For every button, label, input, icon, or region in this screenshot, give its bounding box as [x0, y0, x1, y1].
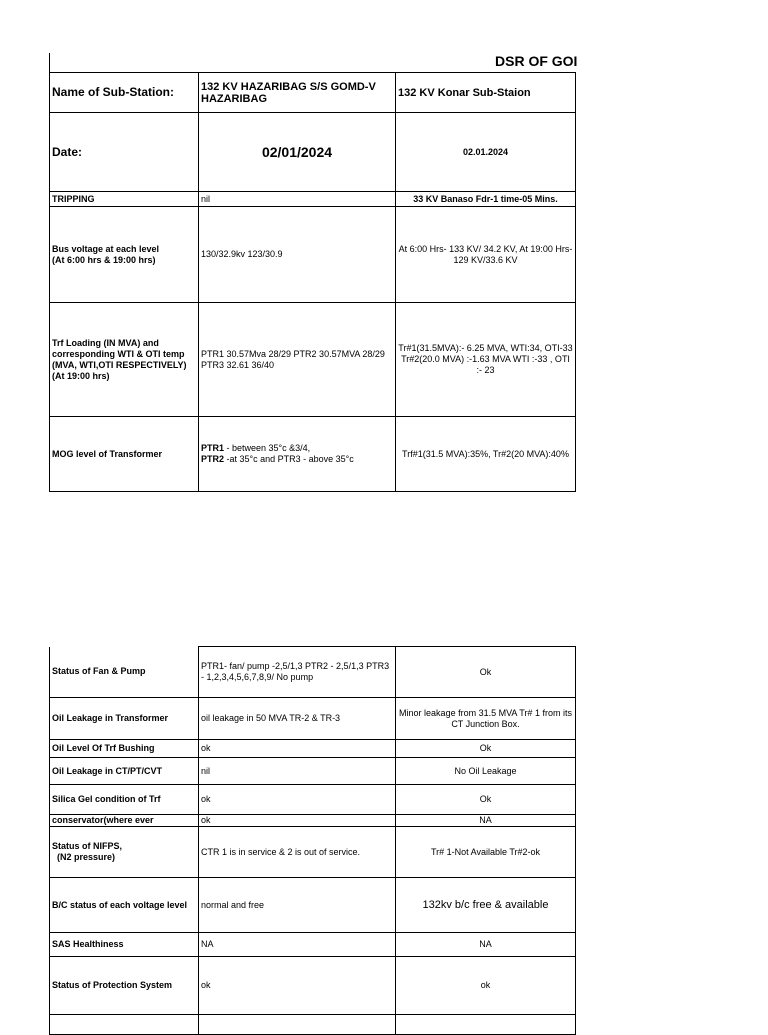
station-1-value: ok: [199, 785, 396, 815]
station-2-value: Ok: [396, 785, 576, 815]
table-row: [50, 647, 576, 698]
summary-table: [49, 72, 576, 492]
status-table: [49, 646, 576, 1035]
station-1-value: NA: [199, 933, 396, 957]
station-1-value: PTR1 30.57Mva 28/29 PTR2 30.57MVA 28/29 PTR3 32.61 36/40: [199, 303, 396, 417]
station-2-value: [396, 1015, 576, 1035]
table-row: [50, 815, 576, 827]
table-row: [50, 1015, 576, 1035]
top-left-border: [49, 53, 50, 73]
row-label: SAS Healthiness: [50, 933, 199, 957]
ptr1-label: PTR1: [201, 443, 225, 453]
date-value-1: 02/01/2024: [199, 113, 396, 192]
station-label: Name of Sub-Station:: [50, 73, 199, 113]
table-row: [50, 827, 576, 878]
station-row: [50, 73, 576, 113]
table-row: [50, 785, 576, 815]
station-1-value: ok: [199, 815, 396, 827]
station-1-value: 130/32.9kv 123/30.9: [199, 207, 396, 303]
station-2-value: 132kv b/c free & available: [396, 878, 576, 933]
date-row: [50, 113, 576, 192]
station-2-value: NA: [396, 815, 576, 827]
table-row: [50, 417, 576, 492]
row-label: Trf Loading (IN MVA) and corresponding WTI & OTI temp (MVA, WTI,OTI RESPECTIVELY) (At 19:00 hrs): [50, 303, 199, 417]
ptr2-label: PTR2: [201, 454, 225, 464]
row-label: Silica Gel condition of Trf: [50, 785, 199, 815]
row-label: Status of NIFPS, (N2 pressure): [50, 827, 199, 878]
row-label: B/C status of each voltage level: [50, 878, 199, 933]
table-row: [50, 192, 576, 207]
row-label: Oil Leakage in CT/PT/CVT: [50, 758, 199, 785]
row-label: Status of Fan & Pump: [50, 647, 199, 698]
ptr1-text: - between 35°c &3/4,: [224, 443, 311, 453]
station-2-value: At 6:00 Hrs- 133 KV/ 34.2 KV, At 19:00 Hrs- 129 KV/33.6 KV: [396, 207, 576, 303]
station-1-value: ok: [199, 740, 396, 758]
row-label: [50, 1015, 199, 1035]
row-label: Oil Level Of Trf Bushing: [50, 740, 199, 758]
date-label: Date:: [50, 113, 199, 192]
station-1-value: PTR1- fan/ pump -2,5/1,3 PTR2 - 2,5/1,3 PTR3 - 1,2,3,4,5,6,7,8,9/ No pump: [199, 647, 396, 698]
station-2-value: Tr# 1-Not Available Tr#2-ok: [396, 827, 576, 878]
table-row: [50, 933, 576, 957]
table-row: [50, 740, 576, 758]
table-row: [50, 207, 576, 303]
row-label: MOG level of Transformer: [50, 417, 199, 492]
station-1-value: nil: [199, 192, 396, 207]
station-2-value: No Oil Leakage: [396, 758, 576, 785]
table-row: [50, 303, 576, 417]
table-row: [50, 957, 576, 1015]
station-2-value: NA: [396, 933, 576, 957]
station-2-value: Minor leakage from 31.5 MVA Tr# 1 from its CT Junction Box.: [396, 698, 576, 740]
station-2-value: 33 KV Banaso Fdr-1 time-05 Mins.: [396, 192, 576, 207]
station-2-value: Ok: [396, 647, 576, 698]
report-title: DSR OF GOI: [495, 53, 578, 69]
row-label: Bus voltage at each level (At 6:00 hrs & 19:00 hrs): [50, 207, 199, 303]
station-2-value: ok: [396, 957, 576, 1015]
row-label: Oil Leakage in Transformer: [50, 698, 199, 740]
station-1-value: oil leakage in 50 MVA TR-2 & TR-3: [199, 698, 396, 740]
table-row: [50, 698, 576, 740]
station-2-value: Ok: [396, 740, 576, 758]
row-label: TRIPPING: [50, 192, 199, 207]
station-2-value: Trf#1(31.5 MVA):35%, Tr#2(20 MVA):40%: [396, 417, 576, 492]
row-label: conservator(where ever: [50, 815, 199, 827]
table-row: [50, 878, 576, 933]
station-1-value: [199, 1015, 396, 1035]
station-1-value: CTR 1 is in service & 2 is out of service.: [199, 827, 396, 878]
station-2-name: 132 KV Konar Sub-Staion: [396, 73, 576, 113]
station-1-value: [199, 417, 396, 492]
station-1-value: nil: [199, 758, 396, 785]
station-1-name: 132 KV HAZARIBAG S/S GOMD-V HAZARIBAG: [199, 73, 396, 113]
station-1-value: normal and free: [199, 878, 396, 933]
station-2-value: Tr#1(31.5MVA):- 6.25 MVA, WTI:34, OTI-33 Tr#2(20.0 MVA) :-1.63 MVA WTI :-33 , OTI :- 23: [396, 303, 576, 417]
date-value-2: 02.01.2024: [396, 113, 576, 192]
station-1-value: ok: [199, 957, 396, 1015]
table-row: [50, 758, 576, 785]
row-label: Status of Protection System: [50, 957, 199, 1015]
ptr2-text: -at 35°c and PTR3 - above 35°c: [224, 454, 354, 464]
